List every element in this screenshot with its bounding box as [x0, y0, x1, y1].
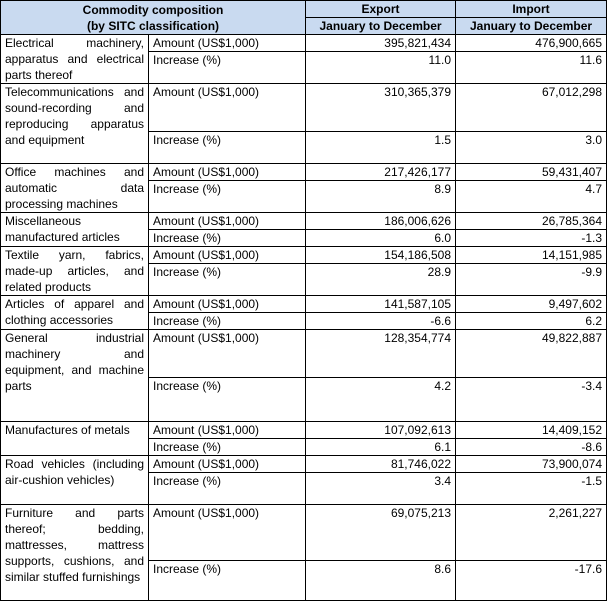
commodity-header-line2: (by SITC classification): [86, 18, 220, 33]
export-increase: 6.1: [306, 439, 456, 456]
amount-label: Amount (US$1,000): [149, 456, 306, 473]
export-increase: 11.0: [306, 52, 456, 84]
table-row: [1, 164, 607, 181]
import-increase: 11.6: [456, 52, 607, 84]
commodity-cell: Telecommunications and sound-recording and reproducing apparatus and equipment: [1, 84, 149, 164]
increase-label: Increase (%): [149, 313, 306, 330]
import-increase: -8.6: [456, 439, 607, 456]
amount-label: Amount (US$1,000): [149, 330, 306, 378]
table-row: [1, 422, 607, 439]
export-increase: 8.6: [306, 561, 456, 601]
import-amount: 476,900,665: [456, 35, 607, 52]
amount-label: Amount (US$1,000): [149, 247, 306, 264]
import-amount: 14,151,985: [456, 247, 607, 264]
import-amount: 73,900,074: [456, 456, 607, 473]
amount-label: Amount (US$1,000): [149, 213, 306, 230]
import-amount: 59,431,407: [456, 164, 607, 181]
commodity-cell: Office machines and automatic data processing machines: [1, 164, 149, 213]
import-header: Import: [456, 1, 607, 18]
import-amount: 9,497,602: [456, 296, 607, 313]
export-period-header: January to December: [306, 18, 456, 35]
commodity-cell: Manufactures of metals: [1, 422, 149, 456]
import-amount: 26,785,364: [456, 213, 607, 230]
import-increase: 3.0: [456, 132, 607, 164]
increase-label: Increase (%): [149, 132, 306, 164]
table-row: [1, 247, 607, 264]
commodity-header: [1, 1, 306, 35]
table-row: [1, 213, 607, 230]
increase-label: Increase (%): [149, 52, 306, 84]
table-row: [1, 84, 607, 132]
commodity-cell: Miscellaneous manufactured articles: [1, 213, 149, 247]
commodity-header-line1: Commodity composition: [82, 2, 224, 17]
export-amount: 128,354,774: [306, 330, 456, 378]
export-increase: 8.9: [306, 181, 456, 213]
commodity-cell: Electrical machinery, apparatus and electrical parts thereof: [1, 35, 149, 84]
export-increase: 4.2: [306, 378, 456, 422]
amount-label: Amount (US$1,000): [149, 505, 306, 561]
export-increase: 3.4: [306, 473, 456, 505]
export-amount: 154,186,508: [306, 247, 456, 264]
increase-label: Increase (%): [149, 230, 306, 247]
import-period-header: January to December: [456, 18, 607, 35]
export-amount: 141,587,105: [306, 296, 456, 313]
import-increase: -1.3: [456, 230, 607, 247]
export-amount: 69,075,213: [306, 505, 456, 561]
export-increase: 28.9: [306, 264, 456, 296]
export-amount: 107,092,613: [306, 422, 456, 439]
amount-label: Amount (US$1,000): [149, 422, 306, 439]
export-amount: 310,365,379: [306, 84, 456, 132]
import-increase: -17.6: [456, 561, 607, 601]
increase-label: Increase (%): [149, 378, 306, 422]
export-increase: 6.0: [306, 230, 456, 247]
commodity-cell: Road vehicles (including air-cushion vehicles): [1, 456, 149, 505]
export-increase: -6.6: [306, 313, 456, 330]
import-amount: 14,409,152: [456, 422, 607, 439]
amount-label: Amount (US$1,000): [149, 84, 306, 132]
export-amount: 395,821,434: [306, 35, 456, 52]
commodity-cell: General industrial machinery and equipment, and machine parts: [1, 330, 149, 422]
import-amount: 2,261,227: [456, 505, 607, 561]
table-row: [1, 456, 607, 473]
increase-label: Increase (%): [149, 181, 306, 213]
export-increase: 1.5: [306, 132, 456, 164]
table-row: [1, 296, 607, 313]
export-amount: 186,006,626: [306, 213, 456, 230]
commodity-cell: Articles of apparel and clothing accessories: [1, 296, 149, 330]
commodity-cell: Furniture and parts thereof; bedding, mattresses, mattress supports, cushions, and similar stuffed furnishings: [1, 505, 149, 601]
import-amount: 67,012,298: [456, 84, 607, 132]
export-header: Export: [306, 1, 456, 18]
import-increase: -1.5: [456, 473, 607, 505]
table-row: [1, 35, 607, 52]
amount-label: Amount (US$1,000): [149, 164, 306, 181]
import-increase: -3.4: [456, 378, 607, 422]
increase-label: Increase (%): [149, 439, 306, 456]
import-increase: -9.9: [456, 264, 607, 296]
import-increase: 4.7: [456, 181, 607, 213]
table-row: [1, 505, 607, 561]
commodity-cell: Textile yarn, fabrics, made-up articles, and related products: [1, 247, 149, 296]
export-amount: 217,426,177: [306, 164, 456, 181]
export-amount: 81,746,022: [306, 456, 456, 473]
increase-label: Increase (%): [149, 264, 306, 296]
amount-label: Amount (US$1,000): [149, 35, 306, 52]
import-increase: 6.2: [456, 313, 607, 330]
amount-label: Amount (US$1,000): [149, 296, 306, 313]
increase-label: Increase (%): [149, 473, 306, 505]
increase-label: Increase (%): [149, 561, 306, 601]
table-row: [1, 330, 607, 378]
import-amount: 49,822,887: [456, 330, 607, 378]
